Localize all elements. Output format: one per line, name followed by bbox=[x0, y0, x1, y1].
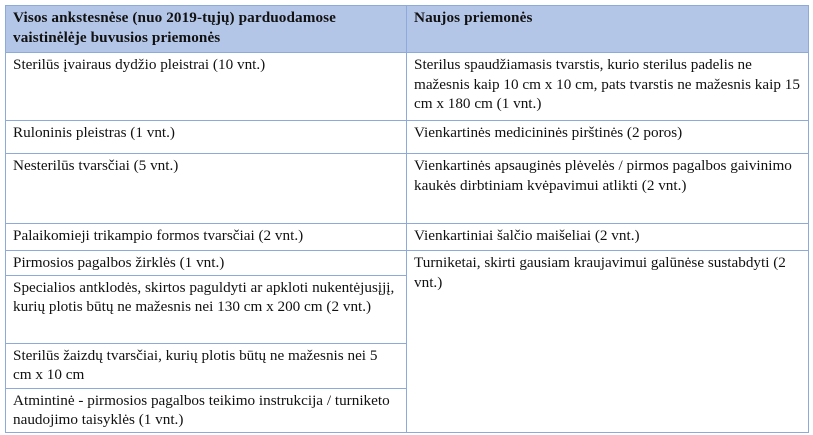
table-header-row bbox=[6, 6, 809, 53]
new-item-cell bbox=[407, 53, 809, 121]
old-item-text: Sterilūs žaizdų tvarsčiai, kurių plotis būtų ne mažesnis nei 5 cm x 10 cm bbox=[13, 346, 378, 383]
first-aid-kit-comparison-table bbox=[5, 5, 809, 433]
new-item-text: Vienkartiniai šalčio maišeliai (2 vnt.) bbox=[414, 227, 640, 244]
table-row bbox=[6, 53, 809, 121]
old-item-text: Atmintinė - pirmosios pagalbos teikimo instrukcija / turniketo naudojimo taisyklės (1 vnt.) bbox=[13, 391, 390, 428]
new-item-cell bbox=[407, 154, 809, 224]
old-item-text: Specialios antklodės, skirtos paguldyti ar apkloti nukentėjusįjį, kurių plotis būtų ne mažesnis nei 130 cm x 200 cm (2 vnt.) bbox=[13, 278, 395, 315]
header-old-items-label: Visos ankstesnėse (nuo 2019-tųjų) parduodamose vaistinėlėje buvusios priemonės bbox=[13, 9, 337, 46]
old-item-text: Ruloninis pleistras (1 vnt.) bbox=[13, 124, 175, 141]
old-item-text: Pirmosios pagalbos žirklės (1 vnt.) bbox=[13, 254, 225, 271]
header-new-items bbox=[407, 6, 809, 53]
old-item-cell bbox=[6, 154, 407, 224]
old-item-text: Nesterilūs tvarsčiai (5 vnt.) bbox=[13, 157, 179, 174]
old-item-cell bbox=[6, 121, 407, 154]
new-item-cell-merged bbox=[407, 251, 809, 433]
table-row bbox=[6, 154, 809, 224]
old-item-cell bbox=[6, 275, 407, 343]
new-item-text: Sterilus spaudžiamasis tvarstis, kurio sterilus padelis ne mažesnis kaip 10 cm x 10 cm, pats tvarstis ne mažesnis kaip 15 cm x 180 cm (1 vnt.) bbox=[414, 56, 800, 112]
header-old-items bbox=[6, 6, 407, 53]
old-item-cell bbox=[6, 343, 407, 388]
new-item-text: Vienkartinės apsauginės plėvelės / pirmos pagalbos gaivinimo kaukės dirbtiniam kvėpavimui atlikti (2 vnt.) bbox=[414, 157, 792, 194]
table-row bbox=[6, 251, 809, 276]
table-row bbox=[6, 121, 809, 154]
new-item-text: Turniketai, skirti gausiam kraujavimui galūnėse sustabdyti (2 vnt.) bbox=[414, 254, 786, 291]
header-new-items-label: Naujos priemonės bbox=[414, 9, 533, 26]
new-item-text: Vienkartinės medicininės pirštinės (2 poros) bbox=[414, 124, 683, 141]
old-item-text: Palaikomieji trikampio formos tvarsčiai (2 vnt.) bbox=[13, 227, 304, 244]
old-item-cell bbox=[6, 251, 407, 276]
new-item-cell bbox=[407, 224, 809, 251]
table-row bbox=[6, 224, 809, 251]
old-item-cell bbox=[6, 388, 407, 432]
new-item-cell bbox=[407, 121, 809, 154]
old-item-text: Sterilūs įvairaus dydžio pleistrai (10 vnt.) bbox=[13, 56, 266, 73]
old-item-cell bbox=[6, 224, 407, 251]
old-item-cell bbox=[6, 53, 407, 121]
